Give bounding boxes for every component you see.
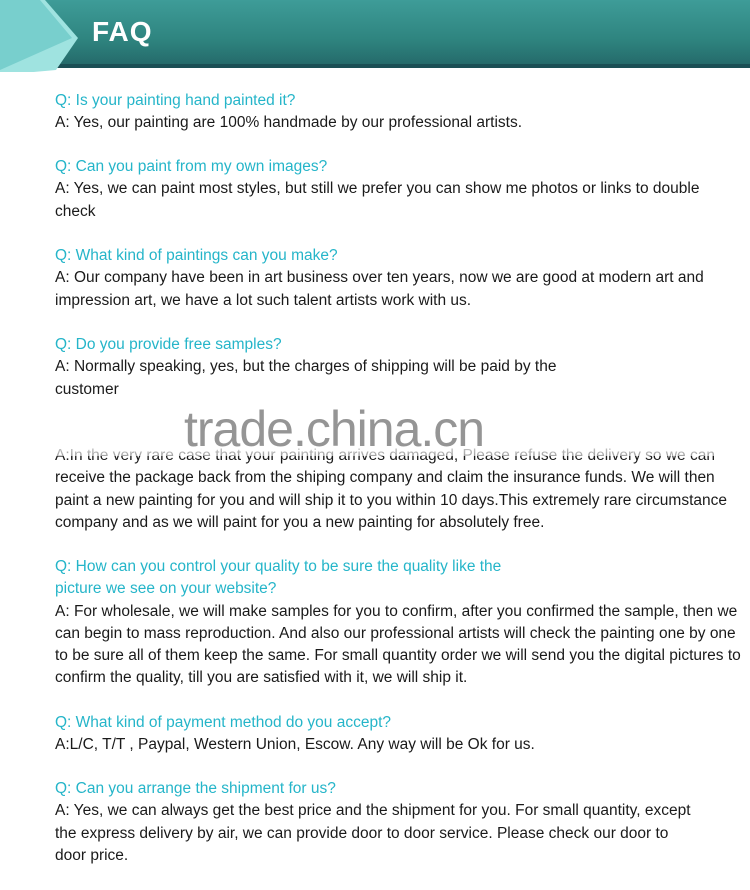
faq-item-2 bbox=[55, 156, 702, 223]
faq-question: Q: Is your painting hand painted it? bbox=[55, 92, 296, 109]
faq-answer: A:L/C, T/T , Paypal, Western Union, Escow. Any way will be Ok for us. bbox=[55, 736, 535, 754]
faq-item-7 bbox=[55, 712, 740, 757]
faq-answer: A: Normally speaking, yes, but the charges of shipping will be paid by the customer bbox=[55, 358, 557, 398]
faq-answer: A: Yes, we can paint most styles, but still we prefer you can show me photos or links to double check bbox=[55, 180, 700, 220]
faq-answer: A: Our company have been in art business over ten years, now we are good at modern art and impression art, we have a lot such talent artists work with us. bbox=[55, 269, 704, 309]
faq-answer: A: Yes, our painting are 100% handmade by our professional artists. bbox=[55, 114, 523, 132]
faq-question: Q: What kind of payment method do you accept? bbox=[55, 714, 392, 731]
faq-answer: A: For wholesale, we will make samples for you to confirm, after you confirmed the sample, then we can begin to mass reproduction. And also our professional artists will check the painting one by one to be sure all of them keep the same. For small quantity order we will send you the digital pictures to confirm the quality, till you are satisfied with it, we will ship it. bbox=[55, 602, 741, 687]
watermark-band bbox=[0, 398, 750, 456]
banner-underline bbox=[0, 64, 750, 68]
faq-question: Q: What kind of paintings can you make? bbox=[55, 247, 338, 264]
faq-question: Q: Can you paint from my own images? bbox=[55, 158, 328, 175]
page-title: FAQ bbox=[92, 16, 153, 47]
faq-answer: A: Yes, we can always get the best price and the shipment for you. For small quantity, except the express delivery by air, we can provide door to door service. Please check our door to door price. bbox=[55, 802, 691, 864]
faq-item-3 bbox=[55, 245, 726, 312]
faq-question: Q: How can you control your quality to be sure the quality like the picture we see on your website? bbox=[55, 558, 502, 598]
faq-item-1 bbox=[55, 90, 740, 135]
faq-question: Q: Can you arrange the shipment for us? bbox=[55, 780, 336, 797]
faq-item-6 bbox=[55, 556, 742, 690]
faq-item-5 bbox=[55, 445, 742, 534]
faq-question: Q: Do you provide free samples? bbox=[55, 336, 282, 353]
faq-item-4 bbox=[55, 334, 575, 401]
faq-item-8 bbox=[55, 778, 698, 867]
faq-answer: receive the package back from the shiping company and claim the insurance funds. We will then paint a new painting for you and will ship it to you within 10 days.This extremely rare circumstance company and as we will paint for you a new painting for absolutely free. bbox=[55, 469, 727, 531]
watermark-text: trade.china.cn bbox=[184, 401, 485, 457]
